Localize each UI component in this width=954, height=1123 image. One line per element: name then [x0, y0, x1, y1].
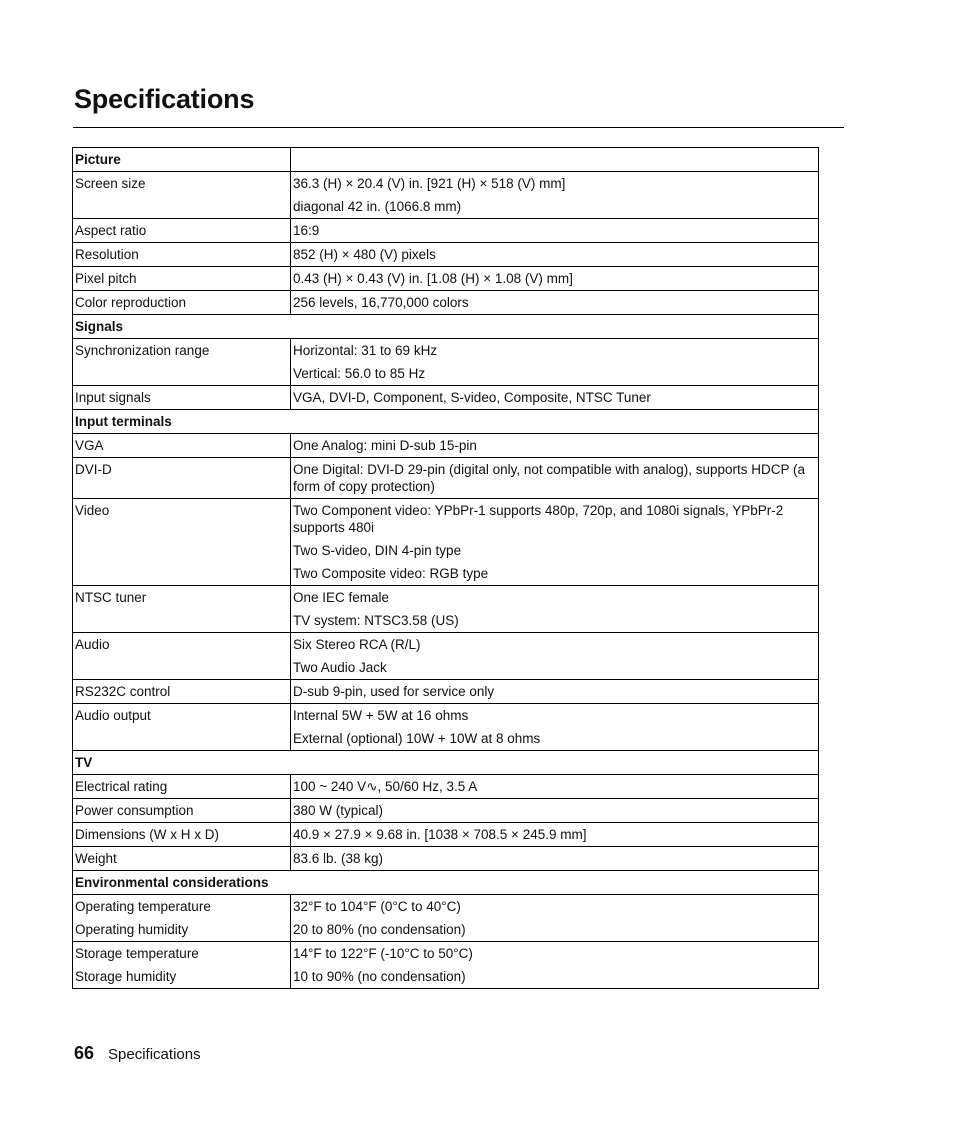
spec-label-cell [73, 823, 291, 847]
spec-value: D-sub 9-pin, used for service only [293, 684, 495, 699]
spec-label: Power consumption [75, 803, 194, 818]
spec-value-cell [291, 243, 819, 267]
section-heading: TV [73, 751, 819, 775]
spec-value: 40.9 × 27.9 × 9.68 in. [1038 × 708.5 × 245.9 mm] [293, 827, 587, 842]
spec-value-cell [291, 219, 819, 243]
table-row [73, 172, 819, 219]
table-row [73, 586, 819, 633]
spec-label: RS232C control [75, 684, 171, 699]
spec-value-cell [291, 847, 819, 871]
table-row [73, 267, 819, 291]
spec-value: 16:9 [293, 223, 320, 238]
spec-value: One Digital: DVI-D 29-pin (digital only, not compatible with analog), supports HDCP (a form of copy protection) [293, 462, 805, 494]
spec-value: 380 W (typical) [293, 803, 384, 818]
spec-value: Vertical: 56.0 to 85 Hz [293, 366, 426, 381]
spec-value-cell [291, 704, 819, 751]
spec-value: Two S-video, DIN 4-pin type [293, 543, 462, 558]
spec-label-cell [73, 267, 291, 291]
table-row [73, 942, 819, 989]
spec-value: 14°F to 122°F (-10°C to 50°C) [293, 946, 473, 961]
table-row [73, 823, 819, 847]
spec-label: Storage humidity [75, 969, 177, 984]
spec-label-cell [73, 386, 291, 410]
section-heading: Environmental considerations [73, 871, 819, 895]
spec-label-cell [73, 847, 291, 871]
section-heading: Input terminals [73, 410, 819, 434]
spec-label-cell [73, 680, 291, 704]
spec-label-cell [73, 942, 291, 989]
spec-label-cell [73, 434, 291, 458]
spec-label: Screen size [75, 176, 146, 191]
spec-label: Resolution [75, 247, 139, 262]
spec-value-cell [291, 942, 819, 989]
spec-value: 20 to 80% (no condensation) [293, 922, 466, 937]
spec-value: 256 levels, 16,770,000 colors [293, 295, 469, 310]
table-row [73, 219, 819, 243]
spec-value-cell [291, 386, 819, 410]
spec-value-cell [291, 823, 819, 847]
section-row [73, 148, 819, 172]
spec-label: Input signals [75, 390, 151, 405]
table-row [73, 339, 819, 386]
section-row [73, 410, 819, 434]
spec-label: Color reproduction [75, 295, 187, 310]
table-row [73, 847, 819, 871]
table-row [73, 291, 819, 315]
spec-label-cell [73, 895, 291, 942]
spec-value-cell [291, 339, 819, 386]
section-value [291, 148, 819, 172]
table-row [73, 633, 819, 680]
spec-value-cell [291, 680, 819, 704]
spec-label: Pixel pitch [75, 271, 137, 286]
spec-value-cell [291, 172, 819, 219]
table-row [73, 499, 819, 586]
spec-label-cell [73, 499, 291, 586]
spec-value-cell [291, 633, 819, 680]
page-footer [74, 1043, 201, 1064]
table-row [73, 895, 819, 942]
spec-label-cell [73, 633, 291, 680]
spec-value-cell [291, 434, 819, 458]
footer-label: Specifications [108, 1046, 201, 1063]
spec-value: Two Audio Jack [293, 660, 387, 675]
spec-value: 32°F to 104°F (0°C to 40°C) [293, 899, 461, 914]
title-rule [73, 127, 844, 128]
spec-label: Storage temperature [75, 946, 199, 961]
spec-value: One IEC female [293, 590, 390, 605]
spec-value: 83.6 lb. (38 kg) [293, 851, 384, 866]
spec-value-cell [291, 895, 819, 942]
spec-label: Electrical rating [75, 779, 168, 794]
spec-label: Video [75, 503, 110, 518]
spec-label: Dimensions (W x H x D) [75, 827, 220, 842]
spec-value-cell [291, 799, 819, 823]
spec-label-cell [73, 172, 291, 219]
spec-label: Operating temperature [75, 899, 211, 914]
spec-label-cell [73, 799, 291, 823]
spec-label: Operating humidity [75, 922, 189, 937]
page-number: 66 [74, 1043, 95, 1063]
table-row [73, 386, 819, 410]
spec-value: Two Composite video: RGB type [293, 566, 489, 581]
spec-value: Internal 5W + 5W at 16 ohms [293, 708, 469, 723]
spec-value-cell [291, 586, 819, 633]
spec-value-cell [291, 499, 819, 586]
spec-label: DVI-D [75, 462, 112, 477]
spec-value: diagonal 42 in. (1066.8 mm) [293, 199, 462, 214]
table-row [73, 704, 819, 751]
spec-value-cell [291, 291, 819, 315]
spec-label-cell [73, 291, 291, 315]
spec-value: One Analog: mini D-sub 15-pin [293, 438, 477, 453]
spec-value-cell [291, 775, 819, 799]
section-row [73, 315, 819, 339]
spec-label: Audio output [75, 708, 151, 723]
spec-value: Horizontal: 31 to 69 kHz [293, 343, 438, 358]
table-row [73, 243, 819, 267]
spec-label-cell [73, 243, 291, 267]
table-row [73, 680, 819, 704]
spec-value: Six Stereo RCA (R/L) [293, 637, 421, 652]
table-row [73, 799, 819, 823]
spec-label-cell [73, 219, 291, 243]
section-row [73, 871, 819, 895]
spec-value: VGA, DVI-D, Component, S-video, Composite, NTSC Tuner [293, 390, 651, 405]
spec-value: 100 ~ 240 V∿, 50/60 Hz, 3.5 A [293, 779, 478, 794]
spec-value: Two Component video: YPbPr-1 supports 480p, 720p, and 1080i signals, YPbPr-2 supports 480i [293, 503, 784, 535]
table-row [73, 434, 819, 458]
spec-label: VGA [75, 438, 104, 453]
table-row [73, 458, 819, 499]
spec-label-cell [73, 775, 291, 799]
spec-table-body [73, 148, 819, 989]
spec-value: 0.43 (H) × 0.43 (V) in. [1.08 (H) × 1.08 (V) mm] [293, 271, 573, 286]
section-heading: Picture [73, 148, 291, 172]
spec-label: Weight [75, 851, 117, 866]
spec-value: External (optional) 10W + 10W at 8 ohms [293, 731, 541, 746]
table-row [73, 775, 819, 799]
spec-value: 36.3 (H) × 20.4 (V) in. [921 (H) × 518 (V) mm] [293, 176, 566, 191]
page-title: Specifications [74, 84, 255, 114]
spec-value: TV system: NTSC3.58 (US) [293, 613, 459, 628]
spec-label: Synchronization range [75, 343, 210, 358]
spec-label: Aspect ratio [75, 223, 147, 238]
spec-value: 10 to 90% (no condensation) [293, 969, 466, 984]
spec-value: 852 (H) × 480 (V) pixels [293, 247, 436, 262]
spec-value-cell [291, 267, 819, 291]
spec-value-cell [291, 458, 819, 499]
spec-label-cell [73, 339, 291, 386]
spec-label-cell [73, 586, 291, 633]
section-heading: Signals [73, 315, 819, 339]
spec-label: NTSC tuner [75, 590, 147, 605]
spec-label-cell [73, 704, 291, 751]
section-row [73, 751, 819, 775]
spec-table [72, 147, 819, 989]
spec-label: Audio [75, 637, 110, 652]
spec-label-cell [73, 458, 291, 499]
